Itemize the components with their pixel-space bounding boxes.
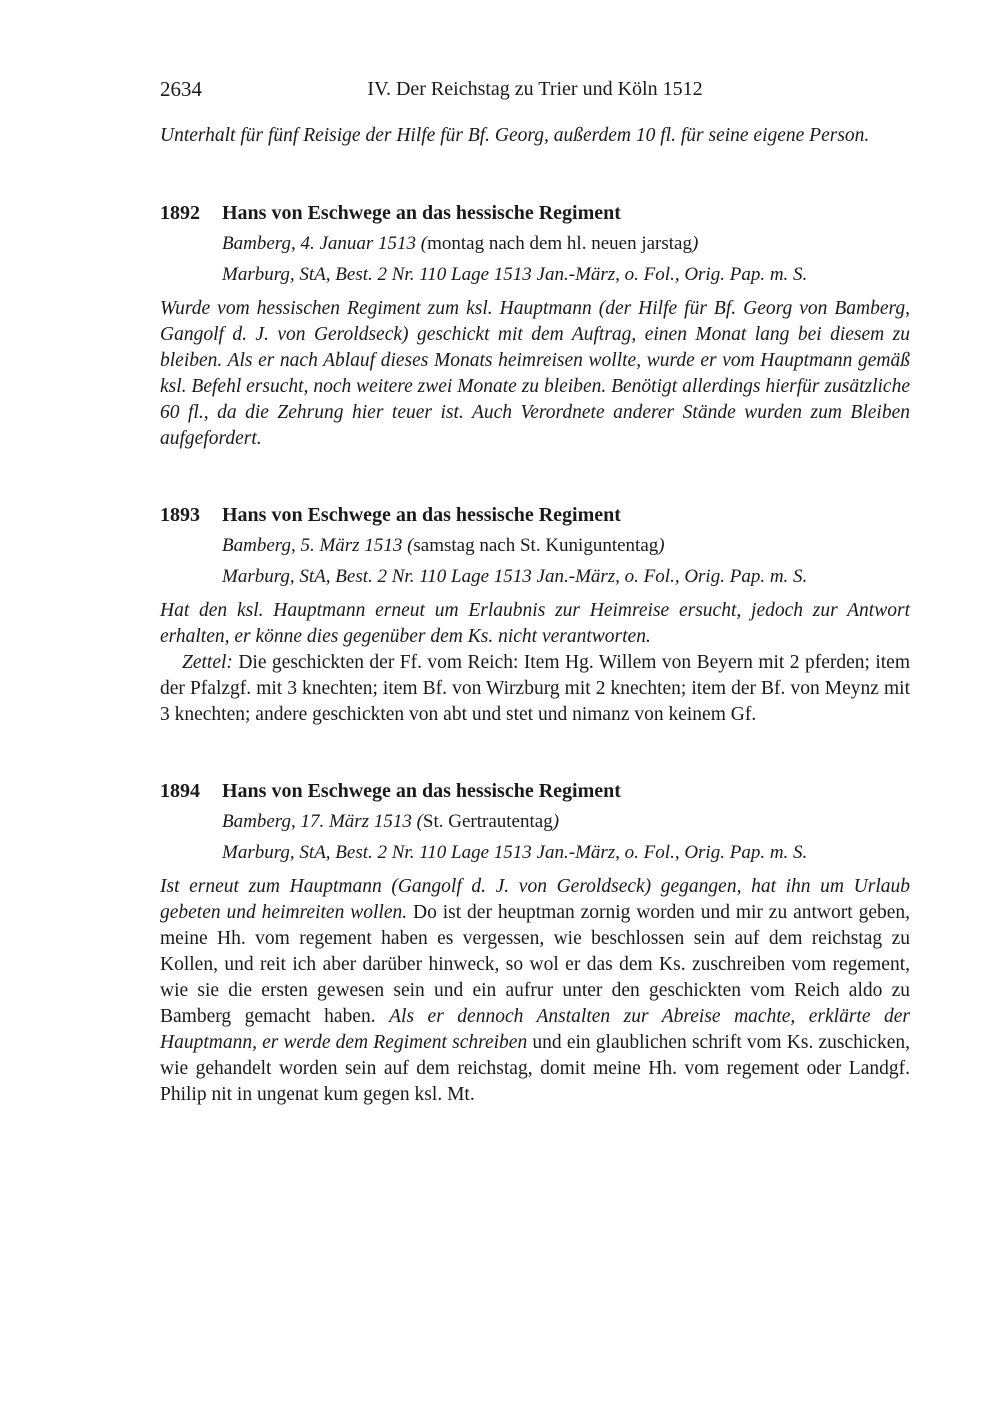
- entry-summary: [160, 874, 910, 1108]
- text-run: montag nach dem hl. neuen jarstag: [427, 233, 692, 254]
- text-run: Unterhalt für fünf Reisige der Hilfe für Bf. Georg, außerdem 10 fl. für seine eigene Person.: [160, 125, 870, 146]
- text-run: Zettel:: [182, 652, 239, 673]
- page-header: [160, 76, 910, 106]
- text-run: Ist erneut zum Hauptmann (Gangolf d. J. von Geroldseck) gegangen, hat ihn um Urlaub gebeten und heimreiten wollen.: [160, 876, 910, 923]
- entry-archive-reference: [222, 563, 910, 590]
- entry-1892: [160, 200, 910, 452]
- entry-summary: [160, 296, 910, 452]
- text-run: ): [691, 233, 699, 254]
- summary-paragraph: [160, 296, 910, 452]
- entry-number: 1892: [160, 202, 200, 224]
- text-run: ): [658, 535, 665, 556]
- entry-1893: [160, 502, 910, 728]
- archive-text: Marburg, StA, Best. 2 Nr. 110 Lage 1513 Jan.-März, o. Fol., Orig. Pap. m. S.: [222, 842, 808, 863]
- summary-paragraph: [160, 598, 910, 650]
- entry-dateline: [222, 532, 910, 559]
- text-run: St. Gertrautentag: [422, 811, 553, 832]
- page-number: 2634: [160, 77, 202, 101]
- intro-paragraph: [160, 122, 910, 150]
- entry-dateline: [222, 808, 910, 835]
- entry-heading: [160, 778, 910, 804]
- text-run: Hat den ksl. Hauptmann erneut um Erlaubnis zur Heimreise ersucht, jedoch zur Antwort erhalten, er könne dies gegenüber dem Ks. nicht verantworten.: [160, 600, 910, 647]
- text-run: Do ist der heuptman zornig worden und mir zu antwort geben, meine Hh. vom regement haben es vergessen, wie beschlossen sein auf dem reichstag zu Kollen, und reit ich aber darüber hinweck, so wol er das dem Ks. zuschreiben vom regement, wie sie die ersten gewesen sein und ein aufrur unter den geschickten vom Reich aldo zu Bamberg gemacht haben.: [160, 902, 911, 1027]
- text-run: Bamberg, 4. Januar 1513 (: [222, 233, 428, 254]
- entry-heading: [160, 502, 910, 528]
- entry-title: Hans von Eschwege an das hessische Regiment: [222, 504, 621, 526]
- summary-paragraph: [160, 874, 910, 1108]
- archive-text: Marburg, StA, Best. 2 Nr. 110 Lage 1513 Jan.-März, o. Fol., Orig. Pap. m. S.: [222, 566, 808, 587]
- entry-title: Hans von Eschwege an das hessische Regiment: [222, 202, 621, 224]
- text-run: und ein glaublichen schrift vom Ks. zuschicken, wie gehandelt worden sein auf dem reichstag, domit meine Hh. vom regement oder Landgf. Philip nit in ungenat kum gegen ksl. Mt.: [160, 1032, 910, 1105]
- text-run: Wurde vom hessischen Regiment zum ksl. Hauptmann (der Hilfe für Bf. Georg von Bamberg, Gangolf d. J. von Geroldseck) geschickt mit dem Auftrag, einen Monat lang bei diesem zu bleiben. Als er nach Ablauf dieses Monats heimreisen wollte, wurde er vom Hauptmann gemäß ksl. Befehl ersucht, noch weitere zwei Monate zu bleiben. Benötigt allerdings hierfür zusätzliche 60 fl., da die Zehrung hier teuer ist. Auch Verordnete anderer Stände wurden zum Bleiben aufgefordert.: [160, 298, 910, 449]
- running-header: IV. Der Reichstag zu Trier und Köln 1512: [367, 78, 703, 100]
- entry-heading: [160, 200, 910, 226]
- text-run: Bamberg, 17. März 1513 (: [222, 811, 423, 832]
- entry-dateline: [222, 230, 910, 257]
- entry-summary: [160, 598, 910, 728]
- text-run: Bamberg, 5. März 1513 (: [222, 535, 414, 556]
- entry-number: 1894: [160, 780, 200, 802]
- entry-1894: [160, 778, 910, 1108]
- entry-archive-reference: [222, 839, 910, 866]
- summary-paragraph: [160, 650, 910, 728]
- entry-archive-reference: [222, 261, 910, 288]
- entry-title: Hans von Eschwege an das hessische Regiment: [222, 780, 621, 802]
- text-run: ): [552, 811, 560, 832]
- text-run: Die geschickten der Ff. vom Reich: Item Hg. Willem von Beyern mit 2 pferden; item der Pfalzgf. mit 3 knechten; item Bf. von Wirzburg mit 2 knechten; item der Bf. von Meynz mit 3 knechten; andere geschickten von abt und stet und nimanz von keinem Gf.: [160, 652, 911, 725]
- archive-text: Marburg, StA, Best. 2 Nr. 110 Lage 1513 Jan.-März, o. Fol., Orig. Pap. m. S.: [222, 264, 808, 285]
- text-run: Als er dennoch Anstalten zur Abreise machte, erklärte der Hauptmann, er werde dem Regiment schreiben: [160, 1006, 910, 1053]
- text-run: samstag nach St. Kuniguntentag: [413, 535, 659, 556]
- entry-number: 1893: [160, 504, 200, 526]
